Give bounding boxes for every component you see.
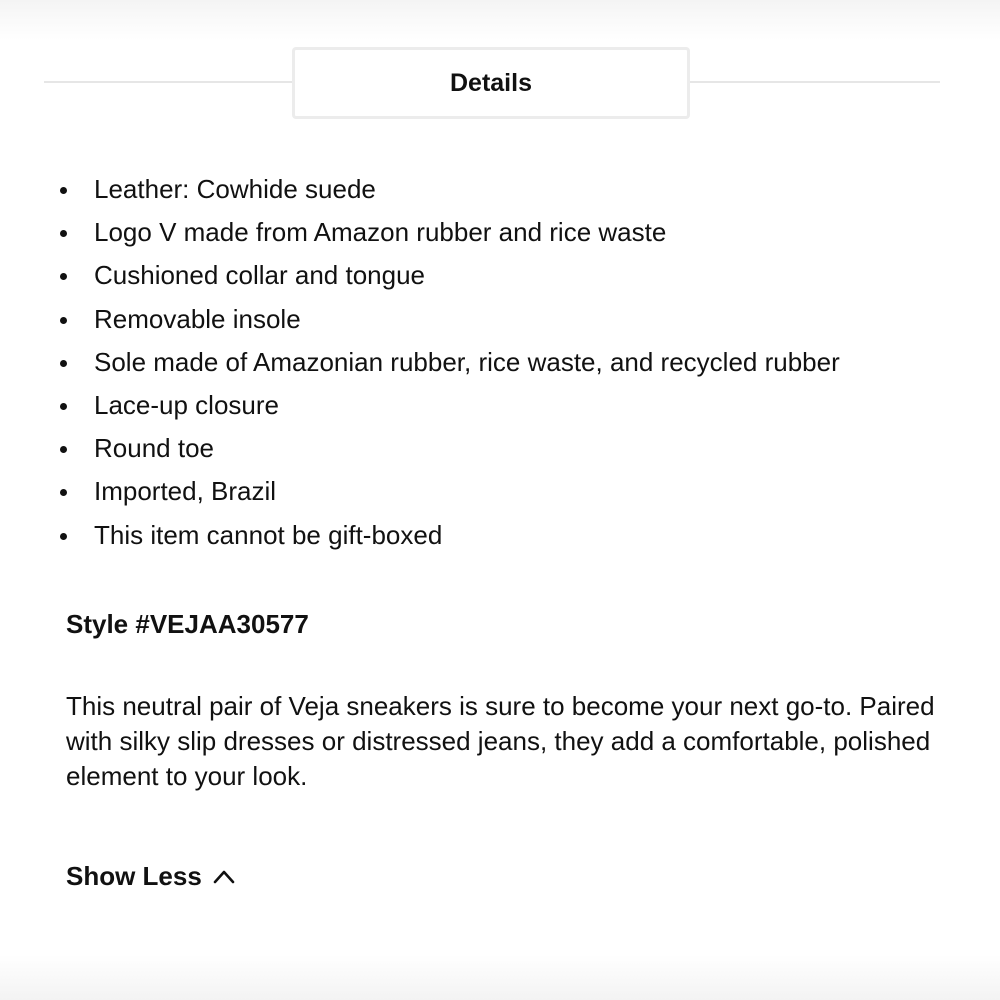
show-less-label: Show Less xyxy=(66,861,202,891)
list-item xyxy=(94,211,840,254)
tab-details[interactable] xyxy=(292,47,690,119)
bullet-icon xyxy=(60,533,67,540)
style-number: Style #VEJAA30577 xyxy=(66,609,309,639)
list-item-text: Logo V made from Amazon rubber and rice waste xyxy=(94,217,667,248)
details-list xyxy=(94,168,840,557)
list-item xyxy=(94,384,840,427)
bullet-icon xyxy=(60,446,67,453)
list-item-text: Cushioned collar and tongue xyxy=(94,260,426,291)
list-item-text: Lace-up closure xyxy=(94,389,279,420)
list-item-text: Removable insole xyxy=(94,303,301,334)
list-item-text: This item cannot be gift-boxed xyxy=(94,519,443,550)
show-less-button[interactable] xyxy=(66,856,236,896)
list-item-text: Leather: Cowhide suede xyxy=(94,174,376,204)
bullet-icon xyxy=(60,187,67,194)
bullet-icon xyxy=(60,360,67,367)
chevron-up-icon xyxy=(212,868,236,884)
tab-details-label: Details xyxy=(450,68,532,97)
bullet-icon xyxy=(60,403,67,410)
list-item-text: Sole made of Amazonian rubber, rice waste, and recycled rubber xyxy=(94,346,840,377)
top-fade xyxy=(0,0,1000,40)
bullet-icon xyxy=(60,273,67,280)
bullet-icon xyxy=(60,230,67,237)
list-item xyxy=(94,341,840,384)
list-item-text: Imported, Brazil xyxy=(94,476,277,507)
bottom-fade xyxy=(0,955,1000,1000)
bullet-icon xyxy=(60,489,67,496)
list-item-text: Round toe xyxy=(94,433,214,464)
list-item xyxy=(94,427,840,470)
list-item xyxy=(94,470,840,513)
list-item xyxy=(94,514,840,557)
list-item xyxy=(94,298,840,341)
list-item xyxy=(94,254,840,297)
list-item xyxy=(94,168,840,211)
product-description: This neutral pair of Veja sneakers is sure to become your next go-to. Paired with silky slip dresses or distressed jeans, they add a comfortable, polished element to your look. xyxy=(66,691,935,791)
bullet-icon xyxy=(60,317,67,324)
